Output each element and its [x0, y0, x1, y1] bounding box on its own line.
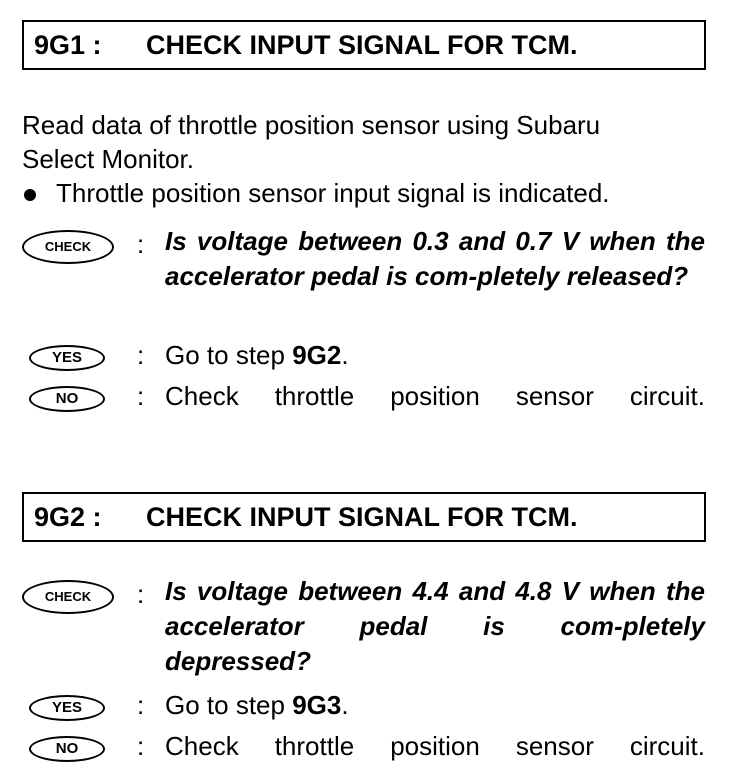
intro-line-2: Select Monitor.: [22, 144, 194, 174]
question-text: Is voltage between 0.3 and 0.7 V when the accelerator pedal is com-pletely released?: [165, 226, 705, 291]
no-badge: NO: [29, 386, 105, 412]
yes-badge: YES: [29, 345, 105, 371]
bullet-text: Throttle position sensor input signal is indicated.: [56, 178, 610, 208]
step-title: CHECK INPUT SIGNAL FOR TCM.: [146, 502, 578, 532]
intro-line-1: Read data of throttle position sensor using Subaru: [22, 110, 601, 140]
no-badge: NO: [29, 736, 105, 762]
no-answer: Check throttle position sensor circuit.: [165, 381, 705, 411]
check-question: [165, 574, 705, 679]
colon: :: [137, 690, 145, 720]
no-answer: Check throttle position sensor circuit.: [165, 731, 705, 761]
step-title: CHECK INPUT SIGNAL FOR TCM.: [146, 30, 578, 60]
colon: :: [137, 731, 145, 761]
step-header-9g2: [22, 492, 706, 542]
check-badge: CHECK: [22, 230, 114, 264]
yes-step-link: 9G2: [292, 340, 342, 370]
colon: :: [137, 340, 145, 370]
check-badge: CHECK: [22, 580, 114, 614]
step-code: 9G2 :: [34, 502, 102, 532]
yes-step-link: 9G3: [292, 690, 342, 720]
question-text: Is voltage between 4.4 and 4.8 V when the accelerator pedal is com-pletely depressed?: [165, 576, 705, 676]
bullet-icon: [24, 189, 36, 201]
yes-badge: YES: [29, 695, 105, 721]
yes-answer: [165, 338, 705, 372]
colon: :: [137, 579, 145, 609]
step-header-9g1: [22, 20, 706, 70]
yes-answer: [165, 688, 705, 722]
yes-suffix: .: [341, 690, 349, 720]
colon: :: [137, 381, 145, 411]
check-question: [165, 224, 705, 294]
colon: :: [137, 229, 145, 259]
yes-suffix: .: [341, 340, 349, 370]
yes-prefix: Go to step: [165, 690, 293, 720]
step-code: 9G1 :: [34, 30, 102, 60]
yes-prefix: Go to step: [165, 340, 293, 370]
